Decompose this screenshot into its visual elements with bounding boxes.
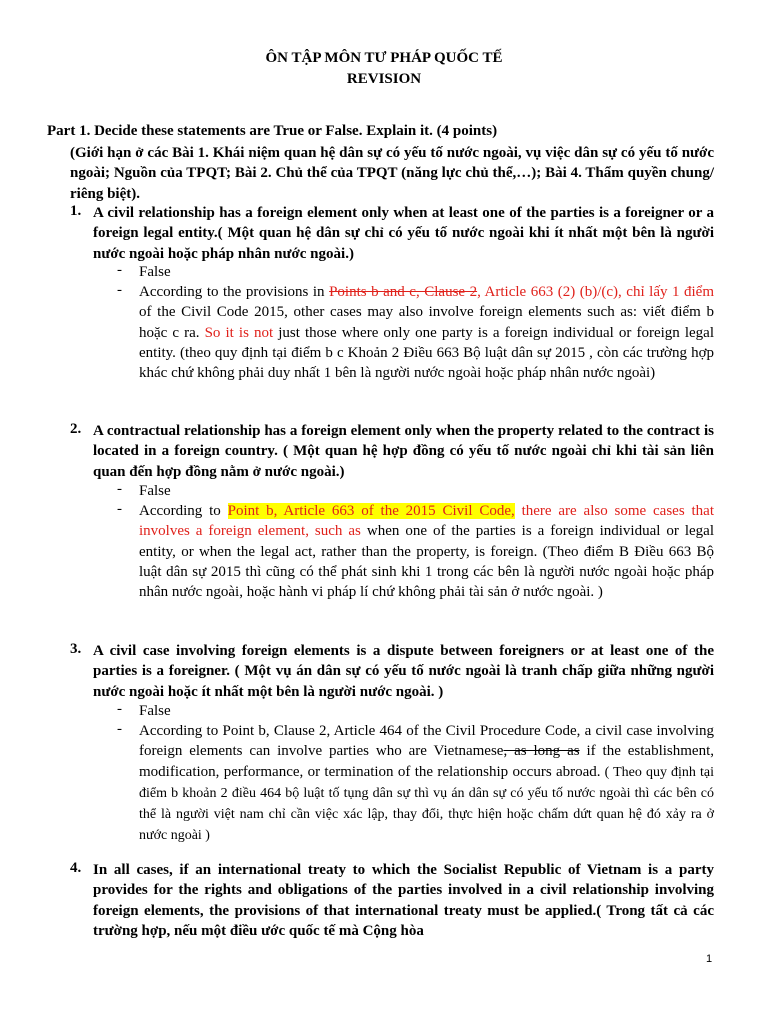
explanation-text: According to the provisions in Points b and c, Clause 2, Article 663 (2) (b)/(c), chỉ lấy 1 điểm of the Civil Code 2015, other cases may also involve foreign elements such as: viết điểm b hoặc c ra. So it is not just those where only one party is a foreign individual or foreign legal entity. (theo quy định tại điểm b c Khoản 2 Điều 663 Bộ luật dân sự 2015 , còn các trường hợp khác chứ không phải duy nhất 1 bên là người nước ngoài hoặc pháp nhân nước ngoài) [139,284,715,382]
question-number: 4. [70,860,82,876]
question-number: 1. [70,203,82,219]
struck-text: Points b and c, Clause 2 [329,284,478,300]
question-text: A contractual relationship has a foreign element only when the property related to the contract is located in a foreign country. ( Một quan hệ hợp đồng có yếu tố nước ngoài chỉ khi tài sản liên quan đến hợp đồng nằm ở nước ngoài.) [93,423,714,480]
explanation-1 [117,282,714,383]
red-text: , Article 663 (2) (b)/(c), chỉ lấy 1 điểm [477,284,715,300]
highlighted-text: Point b, Article 663 of the 2015 Civil Code, [227,503,515,519]
bullet-dash: - [117,721,122,737]
answer-1 [117,262,171,282]
part1-heading: Part 1. Decide these statements are True or False. Explain it. (4 points) [47,123,498,139]
question-text: A civil relationship has a foreign element only when at least one of the parties is a foreigner or a foreign legal entity.( Một quan hệ dân sự chỉ có yếu tố nước ngoài khi ít nhất một bên là người nước ngoài hoặc pháp nhân nước ngoài.) [93,205,714,262]
question-4 [70,860,714,941]
bullet-dash: - [117,481,122,497]
bullet-dash: - [117,501,122,517]
bullet-dash: - [117,701,122,717]
question-2 [70,421,714,482]
answer-3 [117,701,171,721]
question-number: 3. [70,641,82,657]
explanation-text: According to Point b, Article 663 of the 2015 Civil Code, there are also some cases that involves a foreign element, such as when one of the parties is a foreign individual or legal entity, or when the legal act, rather than the property, is foreign. (Theo điểm B Điều 663 Bộ luật dân sự 2015 thì cũng có thể phát sinh khi 1 trong các bên là người nước ngoài hoặc pháp nhân nước ngoài, hoặc hành vi pháp lí chứ không phải tài sản ở nước ngoài. ) [139,503,714,601]
answer-label: False [139,264,171,280]
title-vietnamese: ÔN TẬP MÔN TƯ PHÁP QUỐC TẾ [265,50,503,66]
question-3 [70,641,714,702]
title-english: REVISION [346,71,422,87]
red-text: So it is not [204,324,274,341]
question-1 [70,203,714,264]
page-number: 1 [706,953,713,965]
explanation-2 [117,501,714,602]
part1-scope-note: (Giới hạn ở các Bài 1. Khái niệm quan hệ dân sự có yếu tố nước ngoài, vụ việc dân sự có yếu tố nước ngoài; Nguồn của TPQT; Bài 2. Chủ thể của TPQT (năng lực chủ thể,…); Bài 4. Thẩm quyền chung/ riêng biệt). [70,145,714,202]
explanation-text: According to Point b, Clause 2, Article 464 of the Civil Procedure Code, a civil case involving foreign elements can involve parties who are Vietnamese, as long as if the establishment, modification, performance, or termination of the relationship occurs abroad. ( Theo quy định tại điểm b khoản 2 điều 464 bộ luật tố tụng dân sự thì vụ án dân sự có yếu tố nước ngoài thì các bên có thể là người việt nam chỉ cần việc xác lập, thay đổi, thực hiện hoặc chấm dứt quan hệ đó xảy ra ở nước ngoài ) [139,723,714,844]
answer-2 [117,481,171,501]
answer-label: False [139,483,171,499]
bullet-dash: - [117,262,122,278]
question-text: In all cases, if an international treaty to which the Socialist Republic of Vietnam is a party provides for the rights and obligations of the parties involved in a civil relationship involving foreign elements, the provisions of that international treaty must be applied.( Trong tất cả các trường hợp, nếu một điều ước quốc tế mà Cộng hòa [93,862,714,939]
question-text: A civil case involving foreign elements is a dispute between foreigners or at least one of the parties is a foreigner. ( Một vụ án dân sự có yếu tố nước ngoài là tranh chấp giữa những người nước ngoài hoặc ít nhất một bên là người nước ngoài. ) [93,643,714,700]
red-text: there are also some cases that involves a foreign element, such as [139,503,714,540]
explanation-3 [117,721,714,847]
struck-text: , as long as [503,743,580,760]
question-number: 2. [70,421,82,437]
answer-label: False [139,703,171,719]
bullet-dash: - [117,282,122,298]
